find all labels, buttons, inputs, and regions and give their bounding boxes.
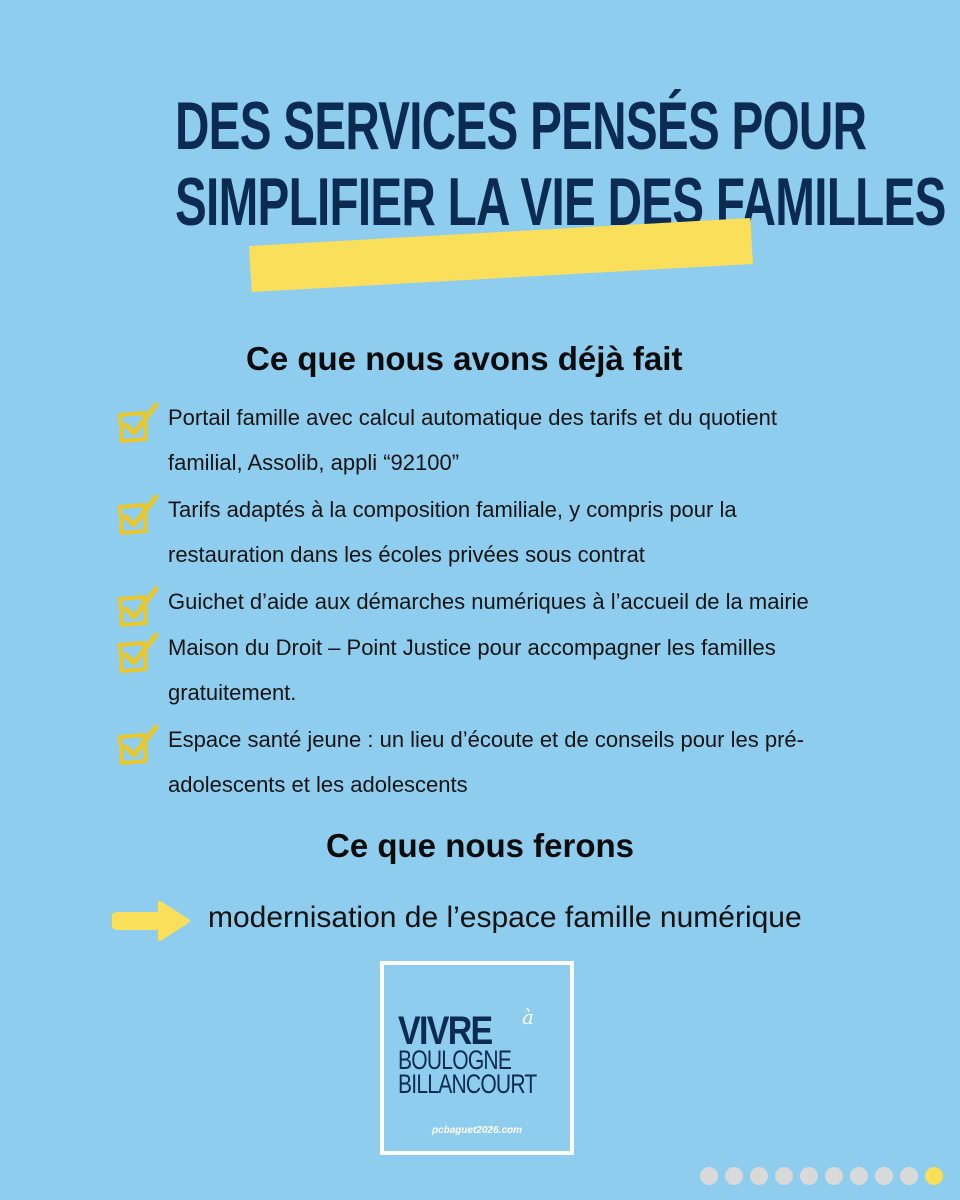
list-item-line-1: Portail famille avec calcul automatique des tarifs et du quotient [168,405,777,430]
pager-dot[interactable] [900,1167,918,1185]
check-box-icon [114,631,162,679]
title-line-2: SIMPLIFIER LA VIE DES FAMILLES [175,164,946,240]
list-item-line-2: gratuitement. [168,680,297,705]
list-item-line-1: Tarifs adaptés à la composition familiale, y compris pour la [168,497,737,522]
list-item-line-1: Maison du Droit – Point Justice pour accompagner les familles [168,635,776,660]
logo-city-line-1: BOULOGNE [398,1045,512,1075]
arrow-right-icon [112,899,192,943]
pager-dot-active[interactable] [925,1167,943,1185]
future-heading: Ce que nous ferons [326,827,635,864]
list-item-line-1: Guichet d’aide aux démarches numériques à l’accueil de la mairie [168,589,809,614]
page-title [175,88,946,240]
list-item-line-1: Espace santé jeune : un lieu d’écoute et de conseils pour les pré- [168,727,804,752]
list-item [112,487,912,579]
logo-city-line-2: BILLANCOURT [398,1069,537,1099]
list-item [112,717,912,809]
check-box-icon [114,493,162,541]
future-item-text: modernisation de l’espace famille numérique [208,901,802,934]
list-item [112,395,912,487]
list-item [112,625,912,717]
list-item-line-2: familial, Assolib, appli “92100” [168,450,460,475]
done-list [112,395,912,809]
list-item [112,579,912,625]
pager-dot[interactable] [725,1167,743,1185]
pager-dot[interactable] [700,1167,718,1185]
future-item [112,893,932,953]
title-line-1: DES SERVICES PENSÉS POUR [175,88,867,164]
pager-dot[interactable] [825,1167,843,1185]
check-box-icon [114,723,162,771]
pager-dot[interactable] [850,1167,868,1185]
logo-word: VIVRE [398,1009,492,1053]
pager-dot[interactable] [875,1167,893,1185]
pager-dot[interactable] [750,1167,768,1185]
list-item-line-2: adolescents et les adolescents [168,772,468,797]
pager-dot[interactable] [800,1167,818,1185]
carousel-pager[interactable] [700,1167,943,1185]
done-heading: Ce que nous avons déjà fait [246,340,683,377]
logo-url: pcbaguet2026.com [431,1125,523,1136]
pager-dot[interactable] [775,1167,793,1185]
list-item-line-2: restauration dans les écoles privées sous contrat [168,542,645,567]
check-box-icon [114,401,162,449]
logo-preposition: à [522,1005,534,1029]
campaign-logo [380,961,574,1155]
